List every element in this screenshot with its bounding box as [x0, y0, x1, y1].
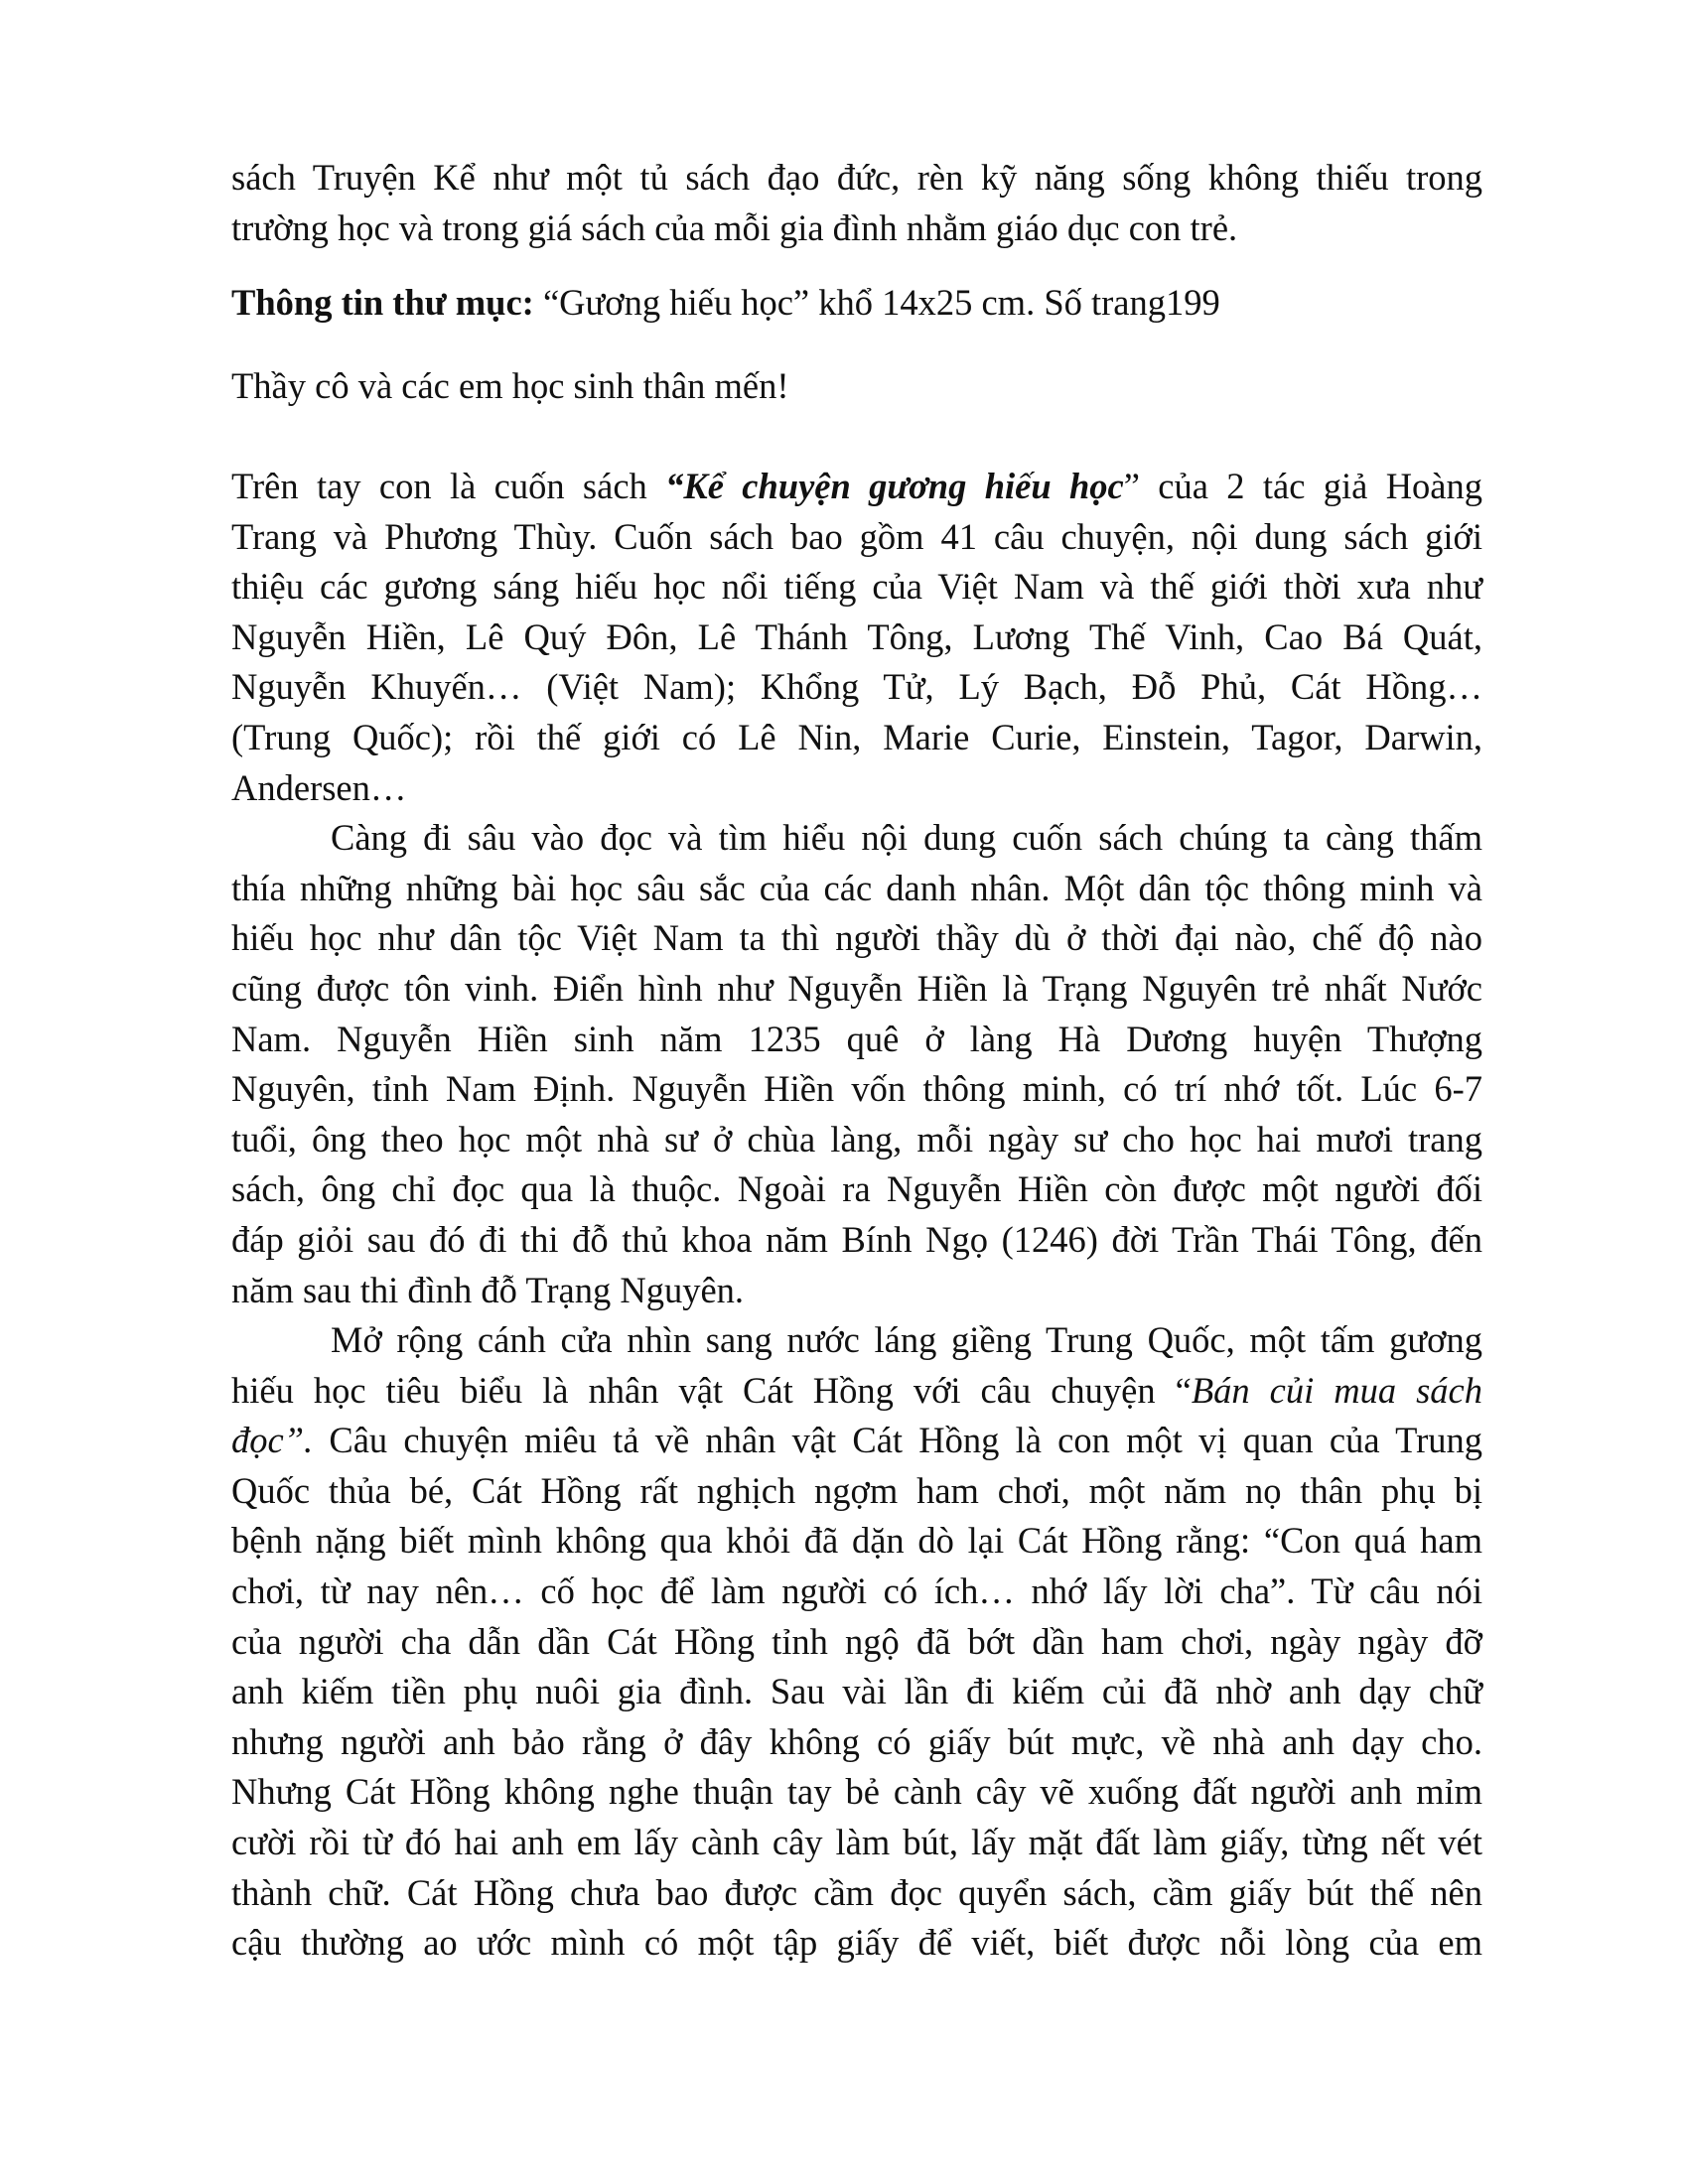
text-line: hiếu học như dân tộc Việt Nam ta thì người thầy dù ở thời đại nào, chế độ nào	[231, 917, 1482, 959]
text-line: trường học và trong giá sách của mỗi gia đình nhằm giáo dục con trẻ.	[231, 206, 1238, 248]
text-line	[231, 1416, 1482, 1466]
text-line: cũng được tôn vinh. Điển hình như Nguyễn Hiền là Trạng Nguyên trẻ nhất Nước	[231, 967, 1482, 1009]
text-line: năm sau thi đình đỗ Trạng Nguyên.	[231, 1269, 745, 1310]
text-run: Trên tay con là cuốn sách	[231, 466, 666, 506]
text-line: sách, ông chỉ đọc qua là thuộc. Ngoài ra Nguyễn Hiền còn được một người đối	[231, 1168, 1482, 1210]
bibliographic-info	[231, 278, 1482, 329]
text-line: thành chữ. Cát Hồng chưa bao được cầm đọc quyển sách, cầm giấy bút thế nên	[231, 1871, 1482, 1913]
text-line: (Trung Quốc); rồi thế giới có Lê Nin, Marie Curie, Einstein, Tagor, Darwin,	[231, 716, 1482, 757]
text-line: Thầy cô và các em học sinh thân mến!	[231, 365, 789, 406]
paragraph-cat-hong	[231, 1315, 1482, 1969]
greeting	[231, 361, 1482, 412]
text-line: của người cha dẫn dần Cát Hồng tỉnh ngộ đã bớt dần ham chơi, ngày ngày đỡ	[231, 1620, 1482, 1662]
bibliographic-label: Thông tin thư mục:	[231, 282, 534, 323]
text-line: thía những những bài học sâu sắc của các danh nhân. Một dân tộc thông minh và	[231, 867, 1482, 908]
paragraph-nguyen-hien	[231, 813, 1482, 1315]
story-title-end: đọc”.	[231, 1420, 314, 1461]
story-title: Bán củi mua sách	[1191, 1369, 1482, 1411]
text-line: cậu thường ao ước mình có một tập giấy để viết, biết được nỗi lòng của em	[231, 1922, 1482, 1964]
text-line: anh kiếm tiền phụ nuôi gia đình. Sau vài lần đi kiếm củi đã nhờ anh dạy chữ	[231, 1671, 1482, 1712]
text-run: hiếu học tiêu biểu là nhân vật Cát Hồng với câu chuyện “	[231, 1369, 1192, 1411]
text-line	[231, 462, 1482, 512]
text-line: Nguyễn Khuyến… (Việt Nam); Khổng Tử, Lý Bạch, Đỗ Phủ, Cát Hồng…	[231, 666, 1482, 708]
book-title: “Kể chuyện gương hiếu học	[665, 466, 1124, 506]
text-run: ” của 2 tác giả Hoàng	[1123, 466, 1483, 506]
text-line: Càng đi sâu vào đọc và tìm hiểu nội dung cuốn sách chúng ta càng thấm	[331, 817, 1482, 859]
text-line: bệnh nặng biết mình không qua khỏi đã dặn dò lại Cát Hồng rằng: “Con quá ham	[231, 1520, 1482, 1562]
text-line: tuổi, ông theo học một nhà sư ở chùa làng, mỗi ngày sư cho học hai mươi trang	[231, 1118, 1482, 1160]
text-line: sách Truyện Kể như một tủ sách đạo đức, rèn kỹ năng sống không thiếu trong	[231, 157, 1482, 198]
text-line	[231, 278, 1482, 329]
text-line: nhưng người anh bảo rằng ở đây không có giấy bút mực, về nhà anh dạy cho.	[231, 1720, 1482, 1762]
text-line: Nhưng Cát Hồng không nghe thuận tay bẻ cành cây vẽ xuống đất người anh mỉm	[231, 1771, 1482, 1813]
text-line: chơi, từ nay nên… cố học để làm người có ích… nhớ lấy lời cha”. Từ câu nói	[231, 1570, 1482, 1612]
text-line: Andersen…	[231, 766, 407, 808]
text-line: đáp giỏi sau đó đi thi đỗ thủ khoa năm Bính Ngọ (1246) đời Trần Thái Tông, đến	[231, 1218, 1482, 1260]
bibliographic-text: “Gương hiếu học” khổ 14x25 cm. Số trang199	[533, 282, 1220, 323]
text-line: Trang và Phương Thùy. Cuốn sách bao gồm 41 câu chuyện, nội dung sách giới	[231, 515, 1482, 557]
text-line: Quốc thủa bé, Cát Hồng rất nghịch ngợm ham chơi, một năm nọ thân phụ bị	[231, 1469, 1482, 1511]
text-line: Nguyên, tỉnh Nam Định. Nguyễn Hiền vốn thông minh, có trí nhớ tốt. Lúc 6-7	[231, 1068, 1482, 1110]
paragraph-book-intro	[231, 462, 1482, 813]
text-line	[231, 1366, 1482, 1417]
text-line: Nam. Nguyễn Hiền sinh năm 1235 quê ở làng Hà Dương huyện Thượng	[231, 1018, 1482, 1059]
text-line: thiệu các gương sáng hiếu học nổi tiếng của Việt Nam và thế giới thời xưa như	[231, 566, 1482, 608]
text-line: Nguyễn Hiền, Lê Quý Đôn, Lê Thánh Tông, Lương Thế Vinh, Cao Bá Quát,	[231, 615, 1482, 657]
body-text	[231, 462, 1482, 1969]
intro-paragraph	[231, 153, 1482, 253]
text-line: cười rồi từ đó hai anh em lấy cành cây làm bút, lấy mặt đất làm giấy, từng nết vét	[231, 1822, 1482, 1863]
text-line: Mở rộng cánh cửa nhìn sang nước láng giềng Trung Quốc, một tấm gương	[331, 1319, 1482, 1361]
text-run: Câu chuyện miêu tả về nhân vật Cát Hồng là con một vị quan của Trung	[313, 1420, 1482, 1461]
